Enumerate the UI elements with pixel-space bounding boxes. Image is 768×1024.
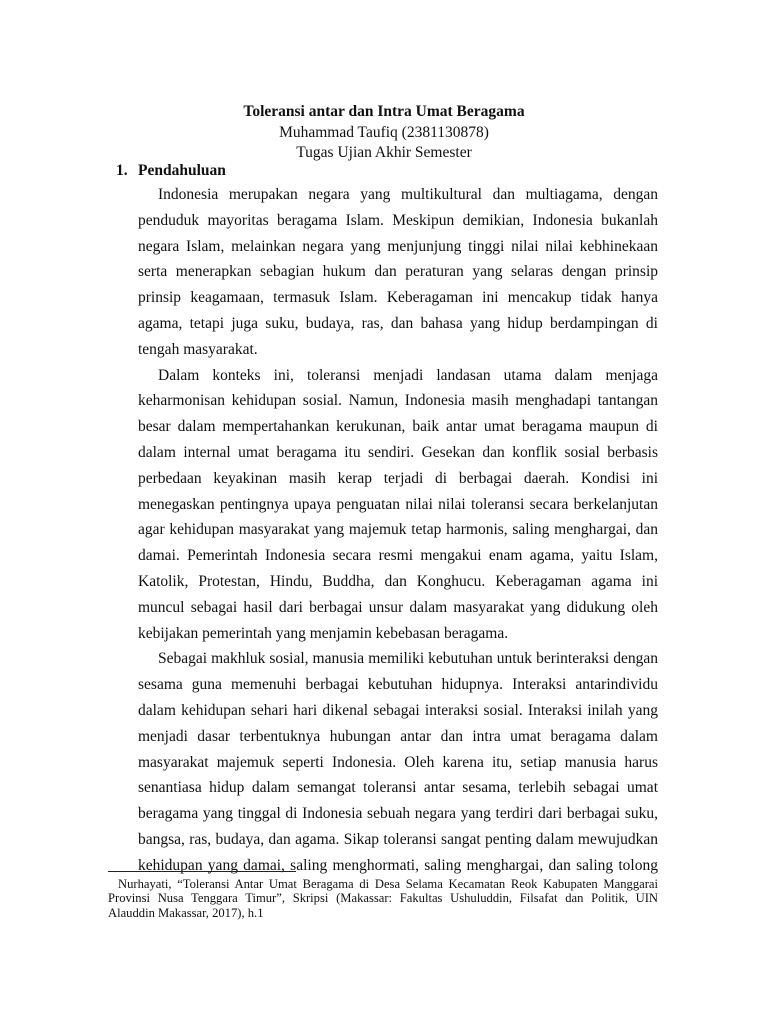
author-line: Muhammad Taufiq (2381130878) — [279, 123, 489, 141]
footnote-line: Provinsi Nusa Tenggara Timur”, Skripsi (Makassar: Fakultas Ushuluddin, Filsafat dan Politik, UIN — [108, 891, 658, 906]
paragraph-line: keharmonisan kehidupan sosial. Namun, Indonesia masih menghadapi tantangan — [138, 392, 658, 410]
paragraph — [138, 363, 658, 647]
paragraph-line: damai. Pemerintah Indonesia secara resmi mengakui enam agama, yaitu Islam, — [138, 547, 658, 565]
assignment-line: Tugas Ujian Akhir Semester — [296, 144, 472, 161]
footnote-line: Alauddin Makassar, 2017), h.1 — [108, 905, 264, 920]
paragraph-line: perbedaan keyakinan masih kerap terjadi di berbagai daerah. Kondisi ini — [138, 469, 658, 487]
paragraph-line: senantiasa hidup dalam semangat toleransi antar sesama, terlebih sebagai umat — [138, 779, 658, 797]
paragraph-line: masyarakat majemuk seperti Indonesia. Oleh karena itu, setiap manusia harus — [138, 753, 658, 771]
paragraph-line: penduduk mayoritas beragama Islam. Meskipun demikian, Indonesia bukanlah — [138, 211, 658, 229]
footnote-line: Nurhayati, “Toleransi Antar Umat Beragama di Desa Selama Kecamatan Reok Kabupaten Manggarai — [118, 877, 658, 891]
paragraph-line: sesama guna memenuhi berbagai kebutuhan hidupnya. Interaksi antarindividu — [138, 676, 658, 694]
paragraph-line: negara Islam, melainkan negara yang menjunjung tinggi nilai nilai kebhinekaan — [138, 237, 658, 255]
paragraph-line: kehidupan yang damai, saling menghormati, saling menghargai, dan saling tolong — [138, 856, 658, 874]
paragraph-line: besar dalam mempertahankan kerukunan, baik antar umat beragama maupun di — [138, 418, 658, 436]
paragraph-line: muncul sebagai hasil dari berbagai unsur dalam masyarakat yang didukung oleh — [138, 598, 658, 616]
title-block — [0, 102, 768, 164]
paragraph — [138, 182, 658, 363]
paragraph-line: menjadi dasar terbentuknya hubungan antar dan intra umat beragama dalam — [138, 727, 658, 745]
paragraph-line: Sebagai makhluk sosial, manusia memiliki kebutuhan untuk berinteraksi dengan — [158, 650, 658, 668]
paragraph-line: serta menerapkan sebagian hukum dan peraturan yang selaras dengan prinsip — [138, 263, 658, 281]
paragraph-line: beragama yang tinggal di Indonesia sebuah negara yang terdiri dari berbagai suku, — [138, 805, 658, 823]
paragraph — [138, 646, 658, 878]
paragraph-line: dalam internal umat beragama itu sendiri. Gesekan dan konflik sosial berbasis — [138, 443, 658, 461]
paragraph-line: bangsa, ras, budaya, dan agama. Sikap toleransi sangat penting dalam mewujudkan — [138, 830, 658, 848]
paragraph-line: Indonesia merupakan negara yang multikultural dan multiagama, dengan — [158, 186, 658, 203]
section-number: 1. — [116, 162, 128, 179]
paragraph-line: tengah masyarakat. — [138, 340, 258, 358]
section-title: Pendahuluan — [138, 162, 226, 179]
paragraph-line: agama, tetapi juga suku, budaya, ras, dan bahasa yang hidup berdampingan di — [138, 314, 658, 332]
paragraph-line: kebijakan pemerintah yang menjamin kebebasan beragama. — [138, 624, 509, 642]
body-text — [138, 182, 658, 879]
paragraph-line: agar kehidupan masyarakat yang majemuk tetap harmonis, saling menghargai, dan — [138, 521, 658, 539]
paragraph-line: prinsip keagamaan, termasuk Islam. Keberagaman ini mencakup tidak hanya — [138, 289, 658, 307]
footnote — [108, 877, 658, 920]
paragraph-line: Katolik, Protestan, Hindu, Buddha, dan Konghucu. Keberagaman agama ini — [138, 572, 658, 590]
document-title: Toleransi antar dan Intra Umat Beragama — [243, 103, 525, 120]
paragraph-line: dalam kehidupan sehari hari dikenal sebagai interaksi sosial. Interaksi inilah yang — [138, 701, 658, 719]
section-heading — [116, 161, 226, 181]
paragraph-line: Dalam konteks ini, toleransi menjadi landasan utama dalam menjaga — [158, 366, 658, 384]
paragraph-line: menegaskan pentingnya upaya penguatan nilai nilai toleransi secara berkelanjutan — [138, 495, 658, 513]
footnote-separator — [108, 871, 296, 872]
